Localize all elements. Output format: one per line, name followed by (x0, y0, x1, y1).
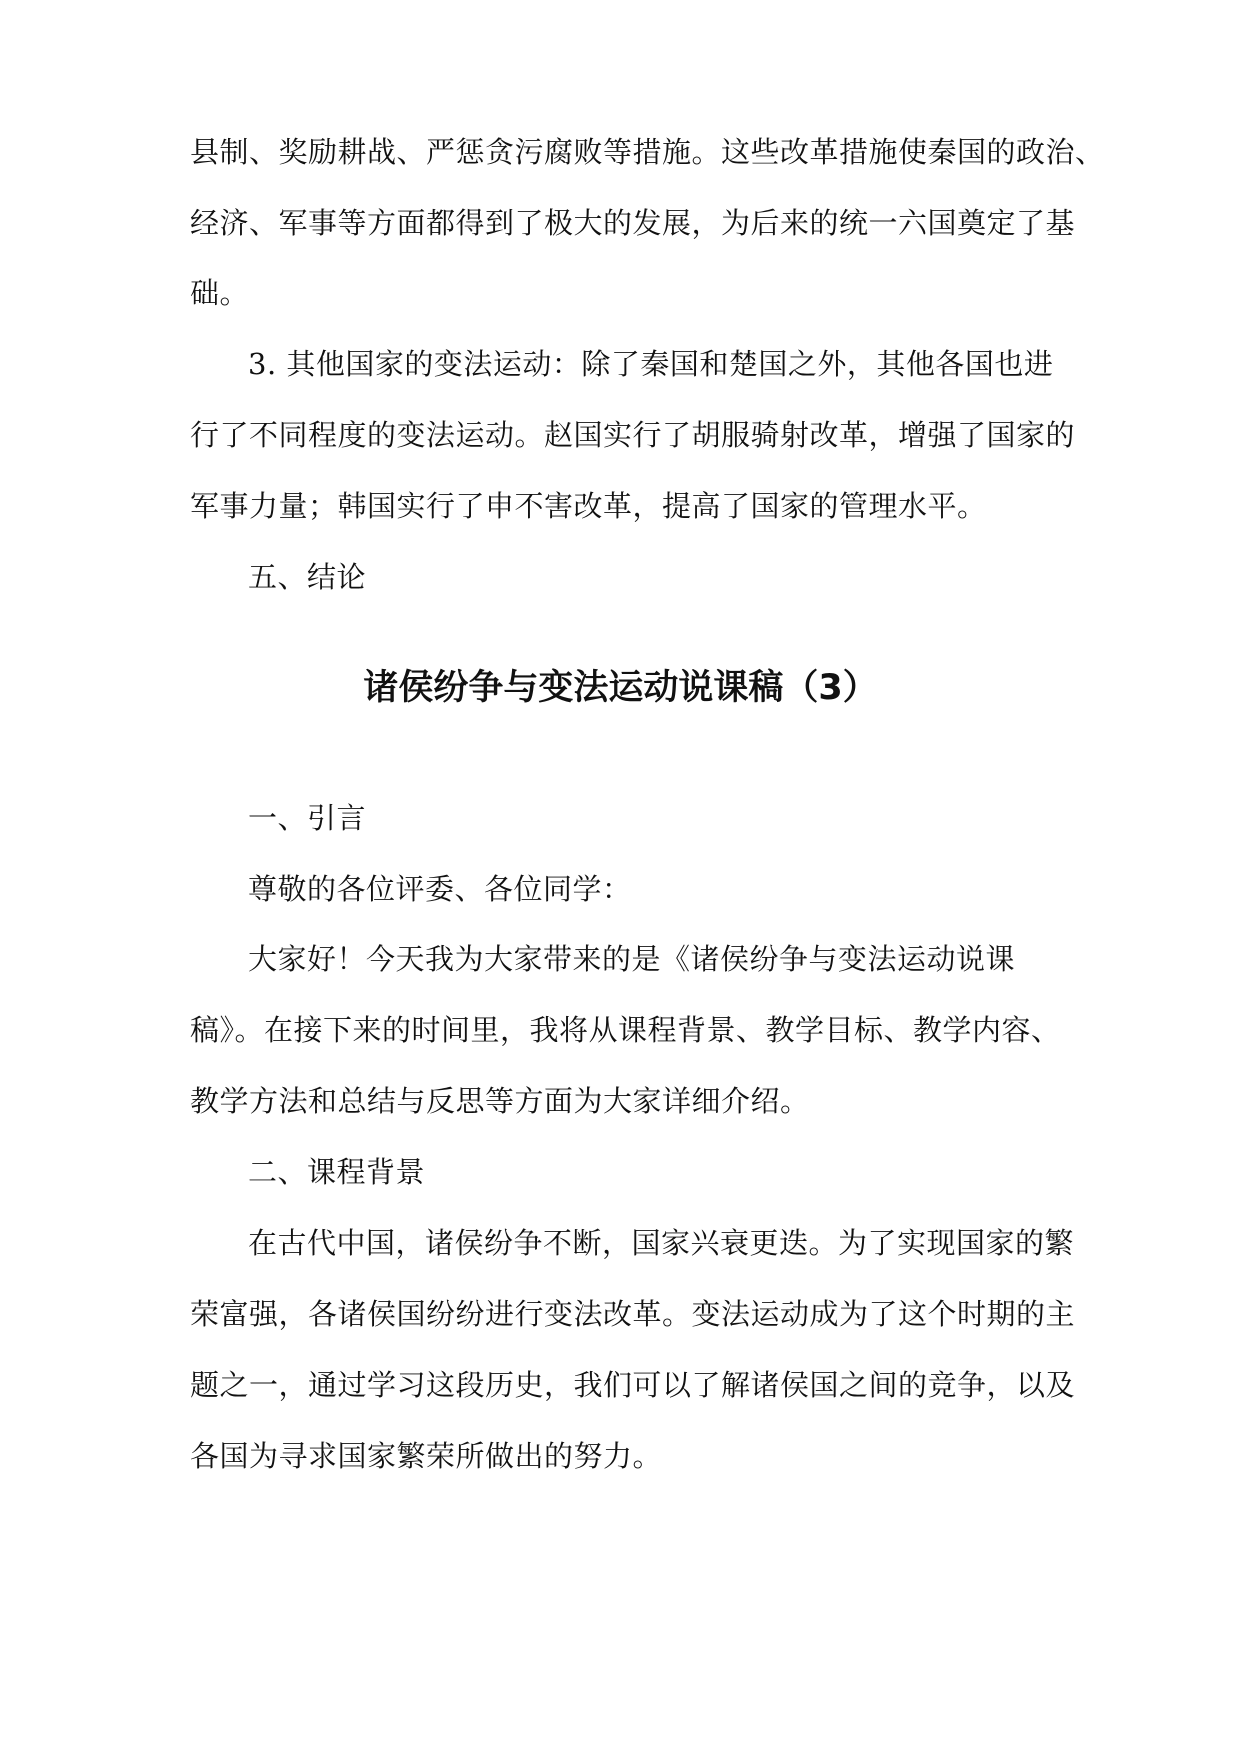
paragraph-line: 荣富强，各诸侯国纷纷进行变法改革。变法运动成为了这个时期的主 (190, 1297, 1076, 1331)
paragraph-line: 县制、奖励耕战、严惩贪污腐败等措施。这些改革措施使秦国的政治、 (190, 135, 1105, 169)
section-heading: 二、课程背景 (248, 1155, 426, 1189)
paragraph-line: 大家好！今天我为大家带来的是《诸侯纷争与变法运动说课 (248, 942, 1016, 976)
document-title: 诸侯纷争与变法运动说课稿（3） (363, 668, 878, 708)
section-heading: 一、引言 (248, 801, 367, 835)
section-heading: 五、结论 (248, 560, 367, 594)
paragraph-line: 各国为寻求国家繁荣所做出的努力。 (190, 1439, 663, 1473)
paragraph-line: 稿》。在接下来的时间里，我将从课程背景、教学目标、教学内容、 (190, 1013, 1061, 1047)
paragraph-line: 础。 (190, 276, 250, 310)
paragraph-line: 经济、军事等方面都得到了极大的发展，为后来的统一六国奠定了基 (190, 206, 1076, 240)
greeting-line: 尊敬的各位评委、各位同学： (248, 872, 632, 906)
paragraph-line: 3. 其他国家的变法运动：除了秦国和楚国之外，其他各国也进 (248, 347, 1054, 381)
paragraph-line: 教学方法和总结与反思等方面为大家详细介绍。 (190, 1084, 810, 1118)
paragraph-line: 行了不同程度的变法运动。赵国实行了胡服骑射改革，增强了国家的 (190, 418, 1076, 452)
paragraph-line: 题之一，通过学习这段历史，我们可以了解诸侯国之间的竞争，以及 (190, 1368, 1076, 1402)
paragraph-line: 军事力量；韩国实行了申不害改革，提高了国家的管理水平。 (190, 489, 987, 523)
paragraph-line: 在古代中国，诸侯纷争不断，国家兴衰更迭。为了实现国家的繁 (248, 1226, 1075, 1260)
